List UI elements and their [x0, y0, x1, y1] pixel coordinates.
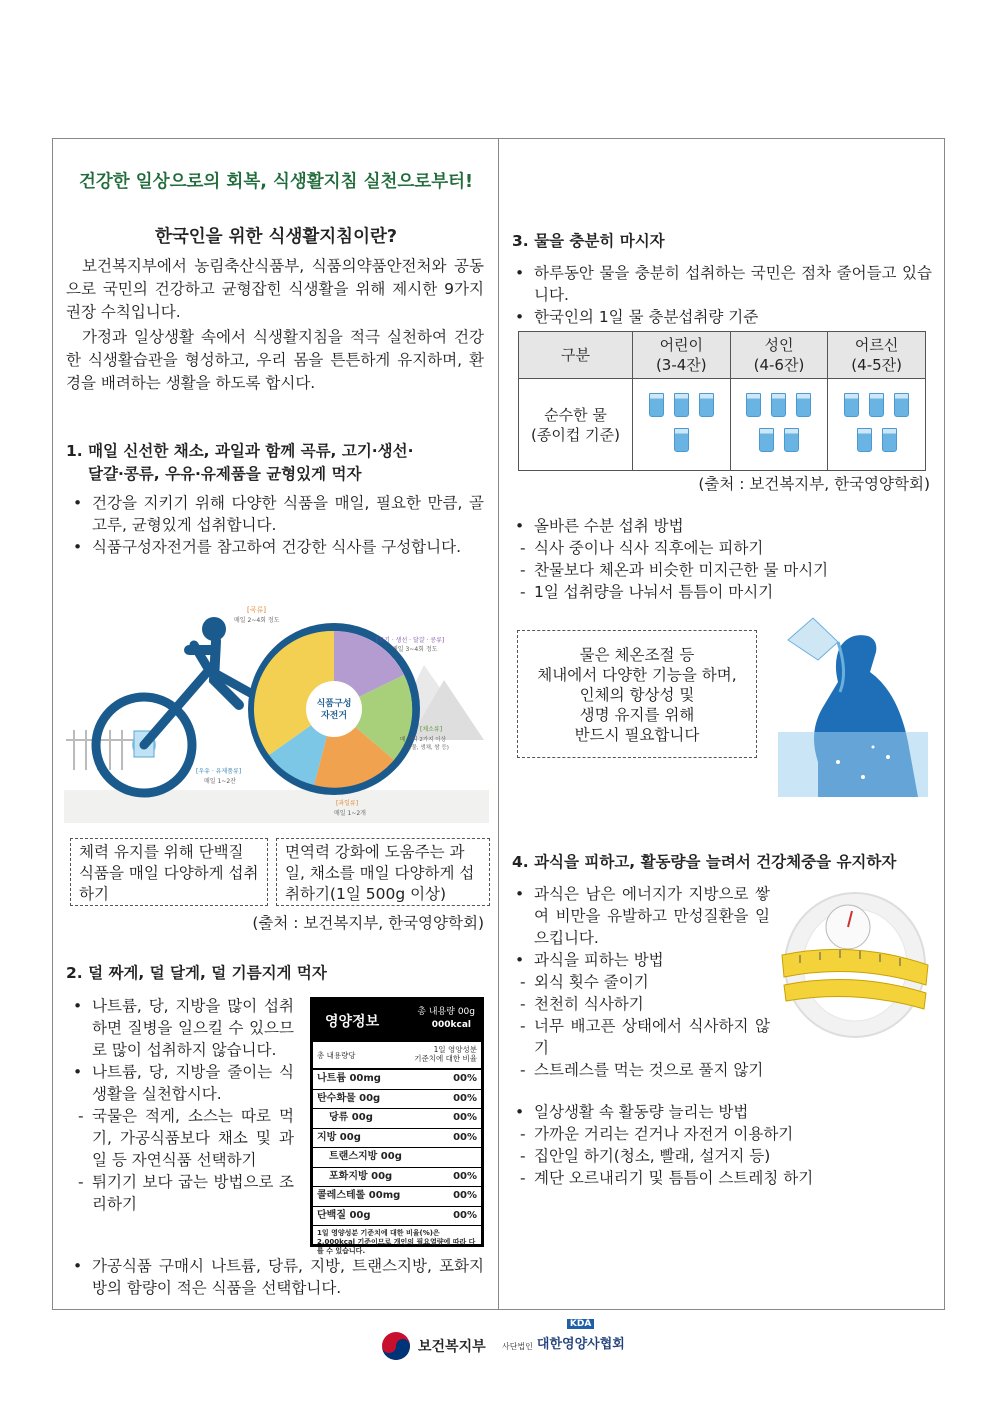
water-intake-table	[518, 331, 926, 471]
water-cup-icon	[674, 428, 689, 452]
water-cup-icon	[674, 393, 689, 417]
list-item: • 건강을 지키기 위해 다양한 식품을 매일, 필요한 만큼, 골고루, 균형있게 섭취합니다.	[66, 492, 484, 536]
svg-text:매일 2~4회 정도: 매일 2~4회 정도	[234, 617, 280, 624]
list-item: - 너무 배고픈 상태에서 식사하지 않기	[508, 1015, 770, 1059]
section2-last-bullet	[66, 1255, 484, 1299]
water-methods	[508, 537, 928, 603]
main-title: 건강한 일상으로의 회복, 식생활지침 실천으로부터!	[78, 172, 473, 192]
food-bicycle-illustration	[64, 605, 489, 823]
tip-box-protein: 체력 유지를 위해 단백질 식품을 매일 다양하게 섭취하기	[70, 838, 268, 906]
svg-text:[우유 · 유제품류]: [우유 · 유제품류]	[196, 768, 242, 775]
bicycle-icon	[64, 605, 489, 823]
water-cup-icon	[771, 393, 786, 417]
drinking-man-icon	[778, 612, 928, 797]
list-item: - 찬물보다 체온과 비슷한 미지근한 물 마시기	[508, 559, 928, 581]
water-cup-icon	[882, 428, 897, 452]
list-item: - 튀기기 보다 굽는 방법으로 조리하기	[66, 1171, 294, 1215]
svg-text:[과일류]: [과일류]	[336, 800, 359, 807]
water-cup-icon	[784, 428, 799, 452]
svg-text:매일 1~2개: 매일 1~2개	[334, 810, 366, 817]
nutrition-row: 트랜스지방 00g	[313, 1148, 481, 1168]
section4-content-top	[508, 883, 770, 1081]
list-item: • 한국인의 1일 물 충분섭취량 기준	[508, 306, 932, 328]
drinking-man-illustration	[778, 612, 928, 797]
section3-title: 3. 물을 충분히 마시자	[512, 232, 665, 250]
tip-box-fruit-veg: 면역력 강화에 도움주는 과일, 채소를 매일 다양하게 섭취하기(1일 500g 이상)	[276, 838, 490, 906]
list-item: - 스트레스를 먹는 것으로 풀지 않기	[508, 1059, 770, 1081]
water-cup-icon	[699, 393, 714, 417]
section2-content	[66, 995, 294, 1215]
water-cup-icon	[857, 428, 872, 452]
ministry-logo: 보건복지부	[380, 1330, 486, 1362]
water-cup-icon	[649, 393, 664, 417]
list-item: • 가공식품 구매시 나트륨, 당류, 지방, 트랜스지방, 포화지방의 함량이 적은 식품을 선택합니다.	[66, 1255, 484, 1299]
list-item: - 1일 섭취량을 나눠서 틈틈이 마시기	[508, 581, 928, 603]
water-cup-icon	[746, 393, 761, 417]
list-item: • 과식을 피하는 방법	[508, 949, 770, 971]
list-item: • 식품구성자전거를 참고하여 건강한 식사를 구성합니다.	[66, 536, 484, 558]
svg-text:(나물, 생채, 쌈 등): (나물, 생채, 쌈 등)	[404, 745, 449, 751]
section3-bullets	[508, 262, 932, 328]
nutrition-row: 당류 00g 00%	[313, 1109, 481, 1129]
intro-paragraph-1: 보건복지부에서 농림축산식품부, 식품의약품안전처와 공동으로 국민의 건강하고 균형잡힌 식생활을 위해 제시한 9가지 권장 수칙입니다.	[66, 257, 484, 321]
section1-bullets	[66, 492, 484, 558]
kda-logo: 사단법인 KDA 대한영양사협회	[502, 1319, 625, 1352]
water-cup-icon	[844, 393, 859, 417]
nutrition-row: 단백질 00g 00%	[313, 1207, 481, 1227]
table-header: 성인 (4-6잔)	[730, 332, 828, 379]
water-cup-icon	[894, 393, 909, 417]
svg-text:매일 3~4회 정도: 매일 3~4회 정도	[392, 646, 438, 653]
section2-title: 2. 덜 짜게, 덜 달게, 덜 기름지게 먹자	[66, 964, 327, 982]
list-item: - 집안일 하기(청소, 빨래, 설거지 등)	[508, 1145, 932, 1167]
svg-text:매 끼니 2가지 이상: 매 끼니 2가지 이상	[400, 737, 446, 743]
taegeuk-icon	[380, 1330, 412, 1362]
water-cup-icon	[869, 393, 884, 417]
intro-paragraph-2: 가정과 일상생활 속에서 식생활지침을 적극 실천하여 건강한 식생활습관을 형성하고, 우리 몸을 튼튼하게 유지하며, 환경을 배려하는 생활을 하도록 합시다.	[66, 328, 484, 392]
nutrition-row: 포화지방 00g 00%	[313, 1168, 481, 1188]
list-item: - 계단 오르내리기 및 틈틈이 스트레칭 하기	[508, 1167, 932, 1189]
source-note-1: (출처 : 보건복지부, 한국영양학회)	[252, 914, 484, 932]
intro-title: 한국인을 위한 식생활지침이란?	[154, 227, 398, 247]
list-item: • 나트륨, 당, 지방을 줄이는 식생활을 실천합시다.	[66, 1061, 294, 1105]
list-item: - 식사 중이나 식사 직후에는 피하기	[508, 537, 928, 559]
svg-text:[곡류]: [곡류]	[247, 606, 266, 614]
cup-cell	[828, 379, 926, 471]
svg-text:식품구성: 식품구성	[316, 699, 352, 709]
nutrition-row: 나트륨 00mg 00%	[313, 1070, 481, 1090]
scale-illustration	[780, 885, 930, 1045]
svg-text:자전거: 자전거	[320, 711, 348, 721]
section4-title: 4. 과식을 피하고, 활동량을 늘려서 건강체중을 유지하자	[512, 853, 897, 871]
section1-title: 1. 매일 신선한 채소, 과일과 함께 곡류, 고기·생선· 달걀·콩류, 우유·유제품을 균형있게 먹자	[66, 442, 414, 483]
water-cup-icon	[759, 428, 774, 452]
list-item: • 올바른 수분 섭취 방법	[508, 515, 928, 537]
table-header: 어린이 (3-4잔)	[632, 332, 730, 379]
cup-cell	[730, 379, 828, 471]
water-cup-icon	[796, 393, 811, 417]
nutrition-row: 지방 00g 00%	[313, 1129, 481, 1149]
scale-measuring-tape-icon	[780, 885, 930, 1045]
list-item: • 일상생활 속 활동량 늘리는 방법	[508, 1101, 932, 1123]
svg-text:매일 1~2잔: 매일 1~2잔	[204, 778, 236, 785]
list-item: • 하루동안 물을 충분히 섭취하는 국민은 점차 줄어들고 있습니다.	[508, 262, 932, 306]
table-row-label: 순수한 물 (종이컵 기준)	[519, 379, 633, 471]
list-item: - 천천히 식사하기	[508, 993, 770, 1015]
section4-content-bottom	[508, 1101, 932, 1189]
water-method-title	[508, 515, 928, 537]
nutrition-row: 콜레스테롤 00mg 00%	[313, 1187, 481, 1207]
table-header: 어르신 (4-5잔)	[828, 332, 926, 379]
water-info-box: 물은 체온조절 등 체내에서 다양한 기능을 하며, 인체의 항상성 및 생명 유지를 위해 반드시 필요합니다	[517, 630, 757, 758]
list-item: • 과식은 남은 에너지가 지방으로 쌓여 비만을 유발하고 만성질환을 일으킵니다.	[508, 883, 770, 949]
column-divider	[498, 138, 499, 1310]
table-header: 구분	[519, 332, 633, 379]
nutrition-facts-label: 영양정보 총 내용량 00g 000kcal 총 내용량당 1일 영양성분 기준치에 대한 비율 나트륨 00mg 00% 탄수화물 00g 00% 당류 00g 00% 지방 00g 00% 트랜스지방 00g 포화지방 00g 00% 콜레스테롤 00mg 00% 단백질 00g 00% 1일 영양성분 기준치에 대한 비율(%)은 2,000kcal 기준이므로 개인의 필요열량에 따라 다를 수 있습니다.	[310, 997, 484, 1247]
list-item: • 나트륨, 당, 지방을 많이 섭취하면 질병을 일으킬 수 있으므로 많이 섭취하지 않습니다.	[66, 995, 294, 1061]
nutrition-row: 탄수화물 00g 00%	[313, 1090, 481, 1110]
source-note-2: (출처 : 보건복지부, 한국영양학회)	[698, 475, 930, 493]
svg-text:[고기 · 생선 · 달걀 · 콩류]: [고기 · 생선 · 달걀 · 콩류]	[376, 637, 445, 644]
list-item: - 국물은 적게, 소스는 따로 먹기, 가공식품보다 채소 및 과일 등 자연식품 선택하기	[66, 1105, 294, 1171]
cup-cell	[632, 379, 730, 471]
list-item: - 가까운 거리는 걷거나 자전거 이용하기	[508, 1123, 932, 1145]
svg-text:[채소류]: [채소류]	[420, 726, 443, 733]
list-item: - 외식 횟수 줄이기	[508, 971, 770, 993]
